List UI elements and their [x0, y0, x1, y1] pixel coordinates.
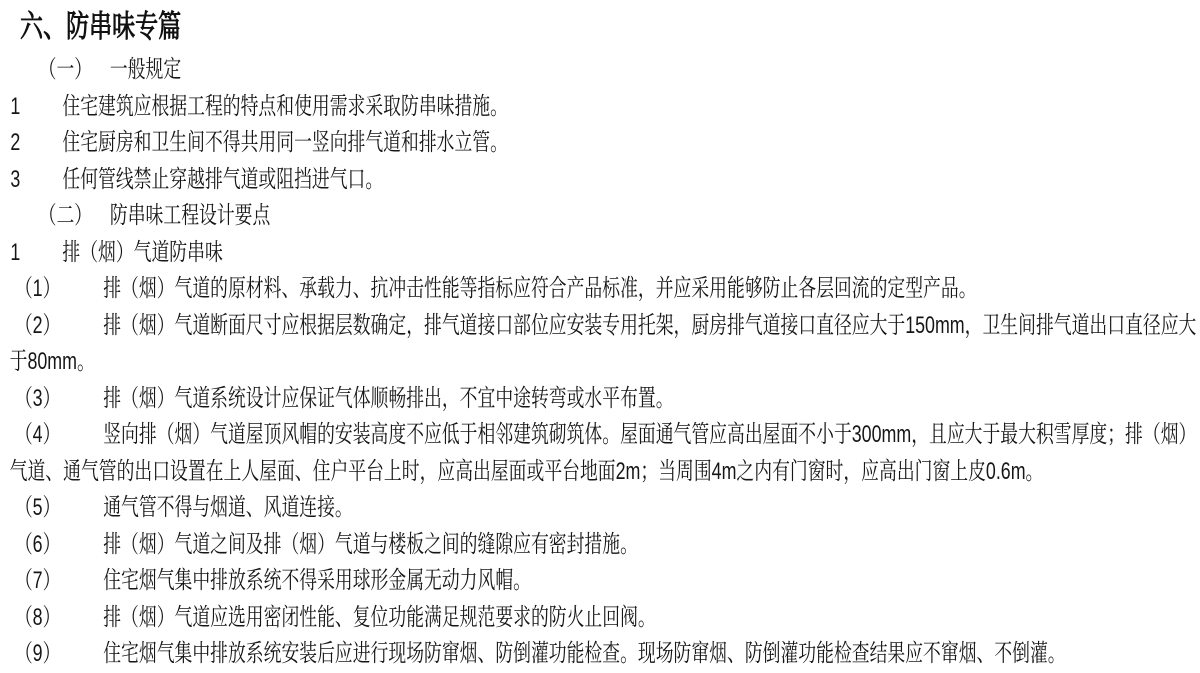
clause-number: （2） [14, 311, 61, 339]
page-title: 六、防串味专篇 [20, 9, 182, 44]
clause-text: 排（烟）气道的原材料、承载力、抗冲击性能等指标应符合产品标准，并应采用能够防止各层回流的定型产品。 [103, 275, 977, 302]
clause [0, 600, 1200, 637]
item-text: 住宅建筑应根据工程的特点和使用需求采取防串味措施。 [62, 92, 508, 120]
section-two-marker: （二） [38, 202, 93, 229]
clause-text: 住宅烟气集中排放系统安装后应进行现场防窜烟、防倒灌功能检查。现场防窜烟、防倒灌功能检查结果应不窜烟、不倒灌。 [103, 640, 1066, 667]
clause-text: 住宅烟气集中排放系统不得采用球形金属无动力风帽。 [103, 567, 531, 594]
clause-text: 排（烟）气道断面尺寸应根据层数确定，排气道接口部位应安装专用托架，厨房排气道接口直径应大于150mm，卫生间排气道出口直径应大于80mm。 [9, 311, 1197, 375]
clause-text: 排（烟）气道系统设计应保证气体顺畅排出，不宜中途转弯或水平布置。 [103, 384, 674, 412]
section-one-title: 一般规定 [109, 56, 182, 83]
section-one-heading [0, 52, 1200, 89]
clause-number: （8） [14, 603, 61, 631]
clause-number: （5） [14, 494, 61, 521]
clause [0, 490, 1200, 527]
section-two-heading [0, 198, 1200, 235]
item-text: 任何管线禁止穿越排气道或阻挡进气口。 [62, 165, 384, 193]
clause-text: 通气管不得与烟道、风道连接。 [103, 494, 353, 521]
clause-number: （1） [14, 275, 61, 302]
item-text: 住宅厨房和卫生间不得共用同一竖向排气道和排水立管。 [62, 129, 508, 156]
item-number: 2 [10, 129, 21, 156]
clause [0, 417, 1200, 490]
clause [0, 381, 1200, 418]
item-number: 3 [10, 165, 21, 193]
general-item [0, 125, 1200, 162]
clause-number: （3） [14, 384, 61, 412]
item-number: 1 [10, 92, 21, 120]
clause [0, 563, 1200, 600]
clause-text: 排（烟）气道应选用密闭性能、复位功能满足规范要求的防火止回阀。 [103, 603, 656, 631]
clause-number: （6） [14, 530, 61, 558]
clause-number: （4） [14, 421, 61, 448]
clause [0, 308, 1200, 381]
clause-text: 排（烟）气道之间及排（烟）气道与楼板之间的缝隙应有密封措施。 [103, 530, 638, 558]
clause [0, 636, 1200, 673]
subsection-title: 排（烟）气道防串味 [62, 238, 223, 266]
general-item [0, 89, 1200, 126]
clause [0, 527, 1200, 564]
clause-text: 竖向排（烟）气道屋顶风帽的安装高度不应低于相邻建筑砌筑体。屋面通气管应高出屋面不小于300mm，且应大于最大积雪厚度；排（烟）气道、通气管的出口设置在上人屋面、住户平台上时，应高出屋面或平台地面2m；当周围4m之内有门窗时，应高出门窗上皮0.6m。 [9, 421, 1197, 485]
general-item [0, 162, 1200, 199]
section-two-title: 防串味工程设计要点 [109, 202, 271, 229]
clause-number: （9） [14, 640, 61, 667]
clause [0, 271, 1200, 308]
subsection-number: 1 [10, 238, 21, 266]
section-one-marker: （一） [38, 56, 93, 83]
clause-number: （7） [14, 567, 61, 594]
subsection-heading [0, 235, 1200, 272]
